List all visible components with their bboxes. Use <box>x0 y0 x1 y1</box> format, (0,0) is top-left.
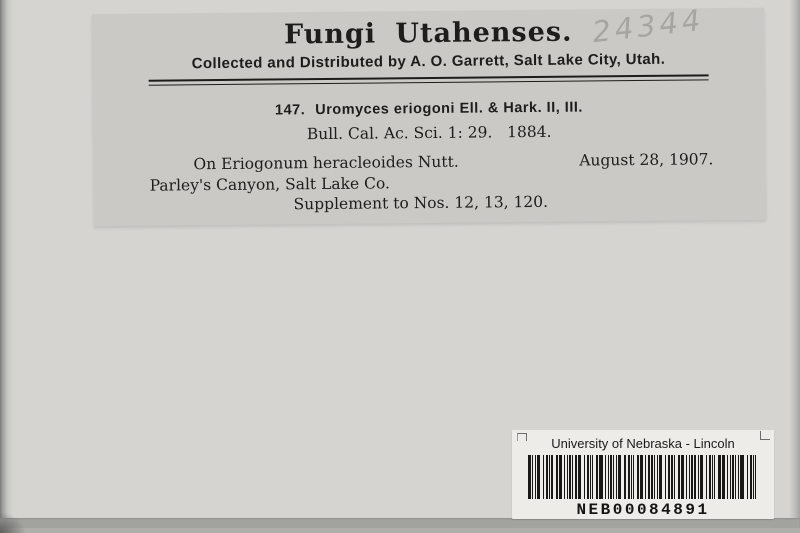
corner-bracket-icon <box>760 431 770 440</box>
barcode-value: NEB00084891 <box>576 501 710 519</box>
label-title-row <box>92 2 764 54</box>
label-subtitle: Collected and Distributed by A. O. Garrett, Salt Lake City, Utah. <box>191 50 666 73</box>
photo-bottom-shadow-band <box>0 518 800 528</box>
collection-date: August 28, 1907. <box>579 150 714 170</box>
pencil-accession-number: 24344 <box>590 2 706 50</box>
institution-name: University of Nebraska - Lincoln <box>551 436 735 451</box>
photo-left-edge <box>0 0 13 533</box>
barcode <box>526 455 760 499</box>
species-line <box>93 96 765 122</box>
divider-rule <box>149 74 709 85</box>
specimen-number: 147. <box>274 102 306 119</box>
series-title: Fungi Utahenses. <box>283 16 573 51</box>
host-plant: On Eriogonum heracleoides Nutt. <box>193 152 459 174</box>
specimen-label <box>92 2 766 226</box>
corner-bracket-icon <box>517 433 527 441</box>
species-name: Uromyces eriogoni Ell. & Hark. II, III. <box>315 99 583 119</box>
photo-bottom-strip <box>0 528 800 533</box>
barcode-sticker <box>512 430 774 519</box>
photo-right-edge <box>789 0 800 533</box>
supplement-note: Supplement to Nos. 12, 13, 120. <box>293 192 549 214</box>
citation: Bull. Cal. Ac. Sci. 1: 29. 1884. <box>306 122 552 144</box>
locality: Parley's Canyon, Salt Lake Co. <box>149 174 390 195</box>
photo-corner-smudge <box>0 512 26 533</box>
